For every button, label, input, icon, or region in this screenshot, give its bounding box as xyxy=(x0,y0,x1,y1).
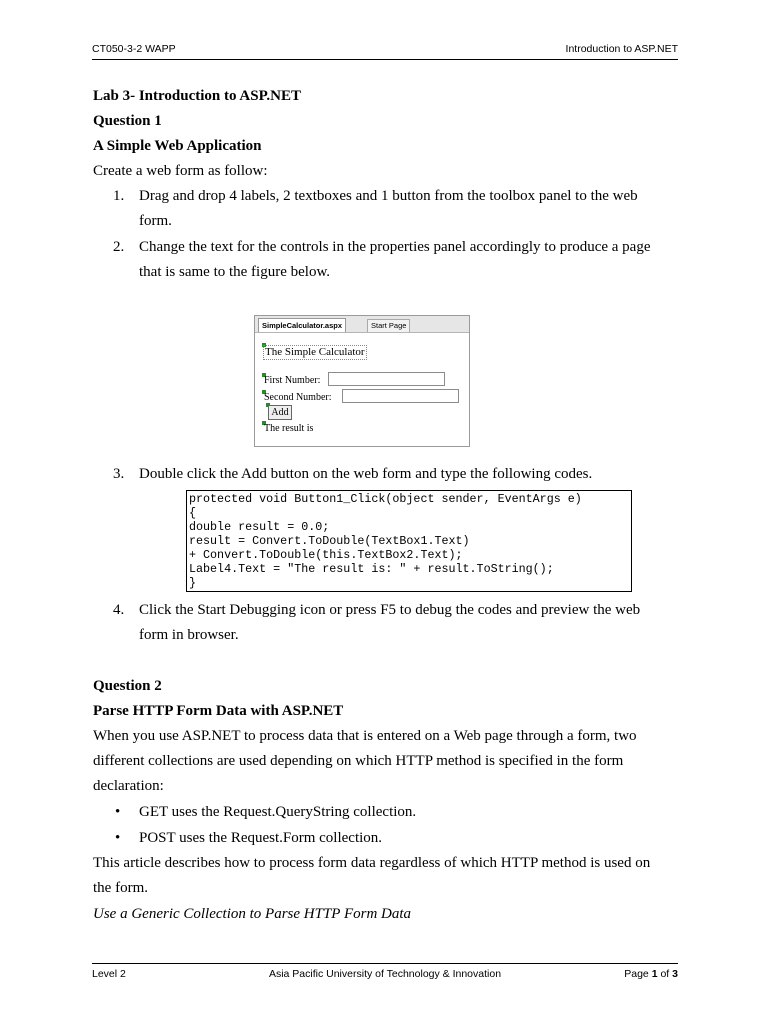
section-italic-heading: Use a Generic Collection to Parse HTTP Form Data xyxy=(93,906,412,922)
bullet-post: POST uses the Request.Form collection. xyxy=(139,830,383,846)
add-button: Add xyxy=(268,405,292,420)
code-line: + Convert.ToDouble(this.TextBox2.Text); xyxy=(189,548,463,562)
page-word: Page xyxy=(624,968,649,980)
code-line: } xyxy=(189,576,197,590)
question-1-heading: Question 1 xyxy=(93,113,162,129)
code-line: Label4.Text = "The result is: " + result.ToString(); xyxy=(189,562,554,576)
bullet-get: GET uses the Request.QueryString collection. xyxy=(139,804,417,820)
step-1-number: 1. xyxy=(113,188,125,204)
footer-institution: Asia Pacific University of Technology & Innovation xyxy=(268,968,502,980)
figure-title-label: The Simple Calculator xyxy=(265,346,365,358)
bullet-icon: • xyxy=(115,804,121,820)
second-number-label: Second Number: xyxy=(264,392,332,403)
first-number-label: First Number: xyxy=(264,375,321,386)
paragraph-2-line-2: the form. xyxy=(93,880,148,896)
code-line: result = Convert.ToDouble(TextBox1.Text) xyxy=(189,534,470,548)
tab-simplecalculator: SimpleCalculator.aspx xyxy=(258,318,346,332)
page-header xyxy=(92,43,678,57)
editor-tab-strip xyxy=(255,316,469,333)
lab-title: Lab 3- Introduction to ASP.NET xyxy=(93,88,301,104)
header-topic: Introduction to ASP.NET xyxy=(565,43,678,55)
step-4-line-1: Click the Start Debugging icon or press F5 to debug the codes and preview the web xyxy=(139,602,641,618)
paragraph-1-line-2: different collections are used depending on which HTTP method is specified in the form xyxy=(93,753,624,769)
paragraph-1-line-1: When you use ASP.NET to process data that is entered on a Web page through a form, two xyxy=(93,728,637,744)
step-2-line-2: that is same to the figure below. xyxy=(139,264,331,280)
paragraph-2-line-1: This article describes how to process form data regardless of which HTTP method is used on xyxy=(93,855,651,871)
code-line: { xyxy=(189,506,197,520)
question-2-heading: Question 2 xyxy=(93,678,162,694)
page-footer xyxy=(92,968,678,982)
page-number xyxy=(624,968,678,980)
step-1-line-2: form. xyxy=(139,213,172,229)
header-rule xyxy=(92,59,678,60)
step-2-line-1: Change the text for the controls in the properties panel accordingly to produce a page xyxy=(139,239,651,255)
step-2-number: 2. xyxy=(113,239,125,255)
step-4-number: 4. xyxy=(113,602,125,618)
first-number-textbox xyxy=(328,372,445,386)
total-pages: 3 xyxy=(672,968,678,980)
current-page: 1 xyxy=(651,968,658,980)
step-3-line-1: Double click the Add button on the web form and type the following codes. xyxy=(139,466,593,482)
footer-rule xyxy=(92,963,678,964)
step-4-line-2: form in browser. xyxy=(139,627,239,643)
question-1-intro: Create a web form as follow: xyxy=(93,163,268,179)
step-3-number: 3. xyxy=(113,466,125,482)
code-line: double result = 0.0; xyxy=(189,520,330,534)
tab-start-page: Start Page xyxy=(367,319,410,332)
step-1-line-1: Drag and drop 4 labels, 2 textboxes and 1 button from the toolbox panel to the web xyxy=(139,188,638,204)
code-block xyxy=(186,490,632,592)
footer-level: Level 2 xyxy=(92,968,126,980)
question-2-subheading: Parse HTTP Form Data with ASP.NET xyxy=(93,703,344,719)
bullet-icon: • xyxy=(115,830,121,846)
course-code: CT050-3-2 WAPP xyxy=(92,43,176,55)
paragraph-1-line-3: declaration: xyxy=(93,778,164,794)
code-line: protected void Button1_Click(object sender, EventArgs e) xyxy=(189,492,582,506)
second-number-textbox xyxy=(342,389,459,403)
result-label: The result is xyxy=(264,423,314,434)
of-word: of xyxy=(660,968,670,980)
question-1-subheading: A Simple Web Application xyxy=(93,138,262,154)
